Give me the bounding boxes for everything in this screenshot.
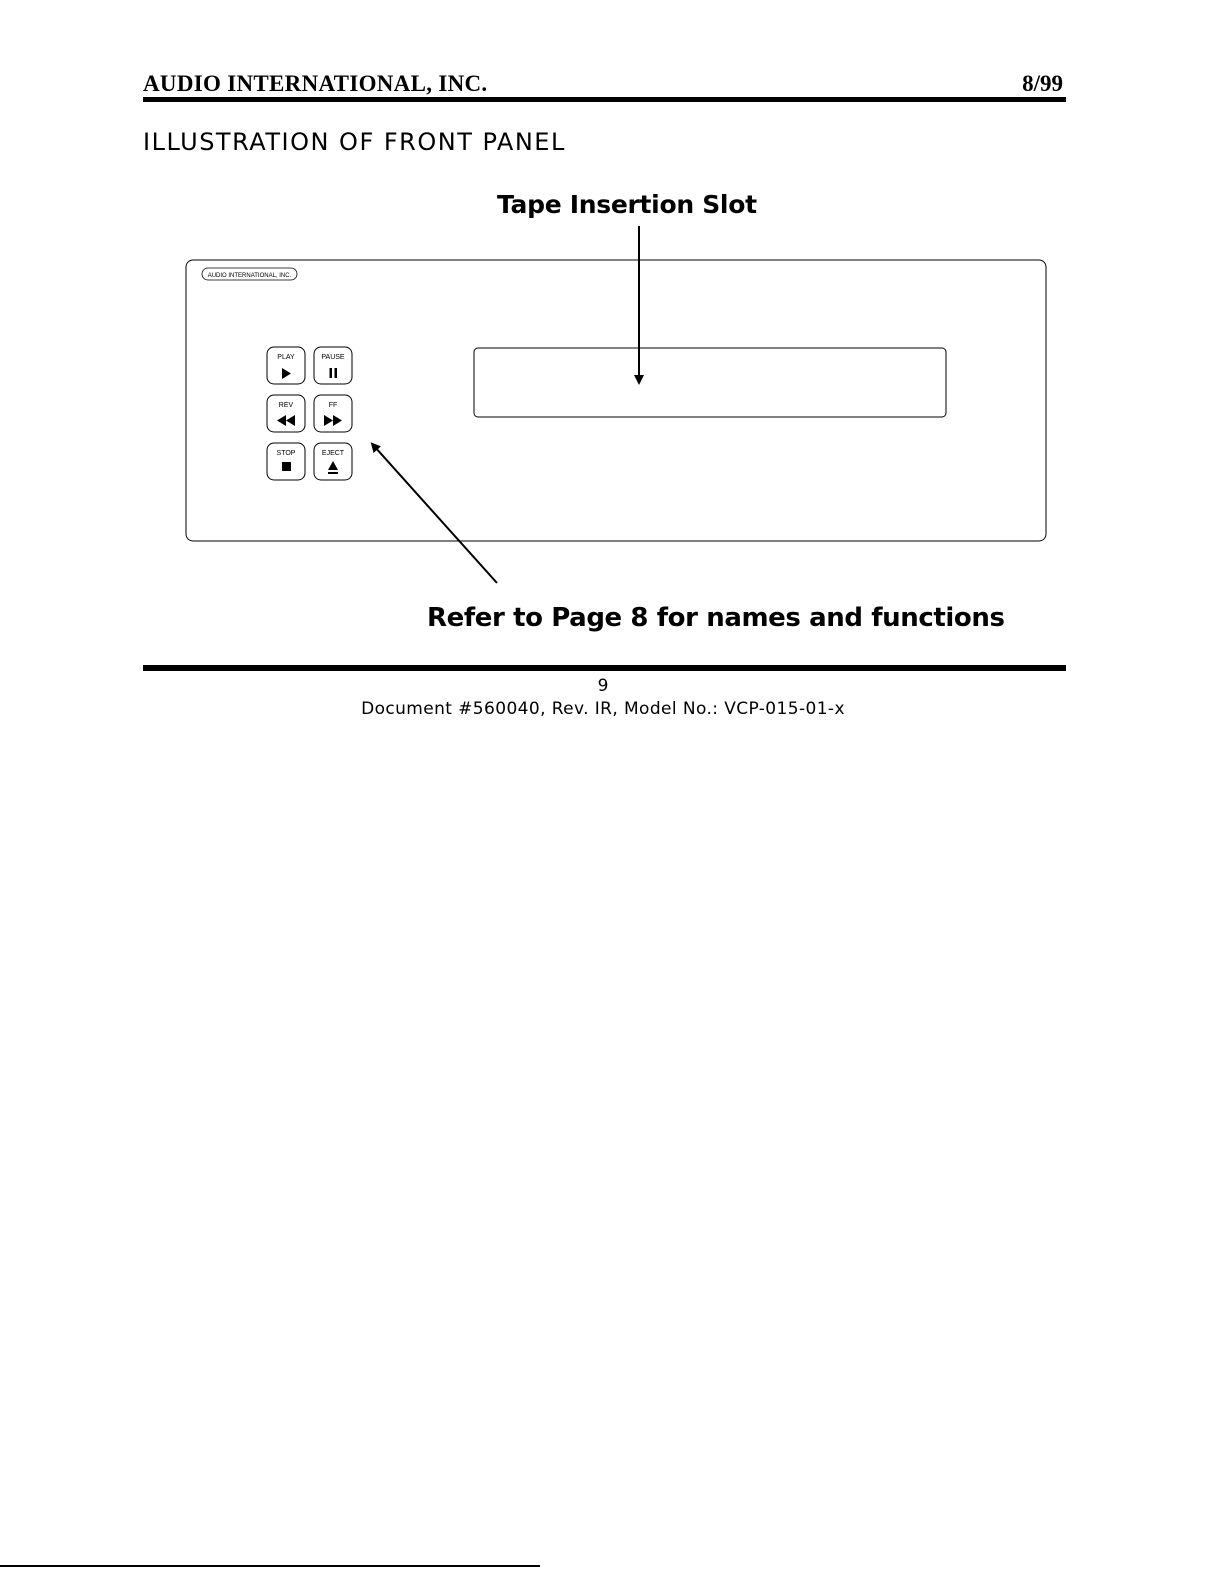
- play-icon: [282, 368, 291, 379]
- section-title: ILLUSTRATION OF FRONT PANEL: [143, 128, 566, 156]
- rev-button-label: REV: [278, 402, 294, 409]
- play-button[interactable]: [267, 347, 305, 384]
- pause-icon: [330, 368, 338, 378]
- rewind-icon: [277, 415, 295, 426]
- front-panel-diagram: [0, 0, 1220, 700]
- stop-icon: [282, 462, 291, 471]
- tape-insertion-slot: [474, 348, 946, 417]
- play-button-label: PLAY: [277, 354, 295, 361]
- buttons-arrow: [374, 446, 497, 583]
- tape-slot-callout: Tape Insertion Slot: [497, 190, 757, 219]
- ff-button[interactable]: [314, 395, 352, 432]
- eject-icon: [328, 461, 338, 474]
- pause-button[interactable]: [314, 347, 352, 384]
- ff-button-label: FF: [328, 402, 338, 409]
- stop-button[interactable]: [267, 443, 305, 480]
- fast-forward-icon: [324, 415, 342, 426]
- page-number: 9: [597, 676, 609, 696]
- eject-button-label: EJECT: [321, 450, 345, 457]
- stop-button-label: STOP: [276, 450, 296, 457]
- transport-buttons: [267, 347, 352, 480]
- header-company: AUDIO INTERNATIONAL, INC.: [143, 71, 488, 96]
- pause-button-label: PAUSE: [321, 354, 345, 361]
- bottom-edge-rule: [0, 1565, 540, 1567]
- eject-button[interactable]: [314, 443, 352, 480]
- footer-rule: [143, 665, 1066, 671]
- panel-outline: [186, 260, 1046, 541]
- rev-button[interactable]: [267, 395, 305, 432]
- panel-logo: [202, 268, 297, 280]
- panel-logo-text: AUDIO INTERNATIONAL, INC.: [207, 273, 292, 279]
- buttons-ref-callout: Refer to Page 8 for names and functions: [427, 603, 1005, 633]
- document-info: Document #560040, Rev. IR, Model No.: VCP-015-01-x: [361, 699, 845, 719]
- header-date: 8/99: [1022, 71, 1063, 96]
